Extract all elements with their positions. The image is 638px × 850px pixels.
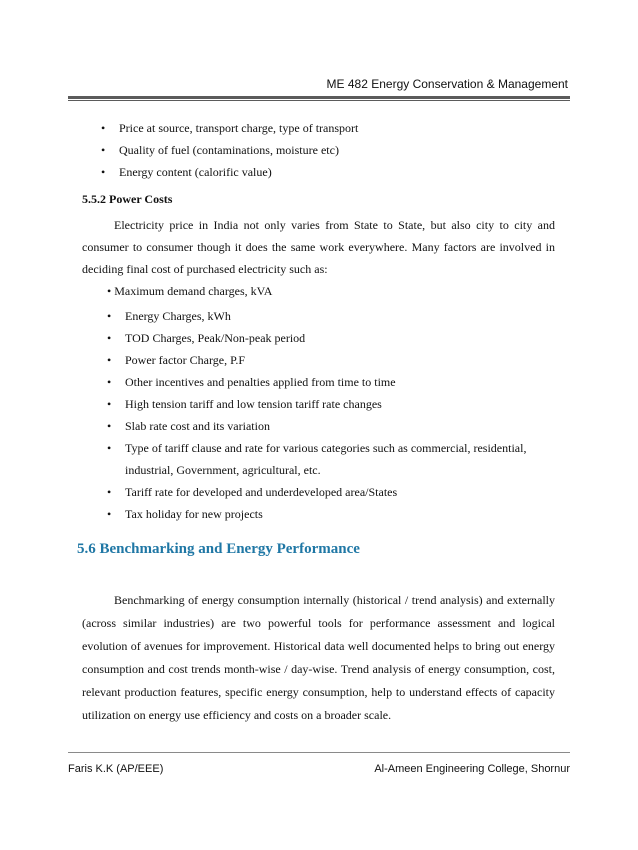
header-rule-thin [68,100,570,101]
header-rule [68,96,570,99]
bullet-icon: • [107,353,112,367]
bullet-icon: • [107,441,112,455]
bullet-icon: • [107,331,112,345]
list-item: • Other incentives and penalties applied from time to time [125,371,545,393]
power-costs-paragraph: Electricity price in India not only varies from State to State, but also city to city and consumer to consumer though it does the same work everywhere. Many factors are involved in deciding final cost of purchased electricity such as: [82,218,555,276]
list-item: • Type of tariff clause and rate for various categories such as commercial, residential, industrial, Government, agricultural, etc. [125,437,545,481]
footer-college: Al-Ameen Engineering College, Shornur [374,763,570,775]
fuel-factors-list [101,117,359,183]
bullet-icon: • [107,309,112,323]
footer-author: Faris K.K (AP/EEE) [68,763,164,775]
bullet-icon: • [101,143,106,157]
list-item: • Tax holiday for new projects [125,503,545,525]
page-header-title: ME 482 Energy Conservation & Management [326,77,568,91]
bullet-icon: • [107,419,112,433]
list-item: • High tension tariff and low tension tariff rate changes [125,393,545,415]
bullet-icon: • [101,165,106,179]
list-item: • Quality of fuel (contaminations, moisture etc) [119,139,358,161]
benchmarking-paragraph: Benchmarking of energy consumption internally (historical / trend analysis) and externally (across similar industries) are two powerful tools for performance assessment and logical evolution of avenues for improvement. Historical data well documented helps to bring out energy consumption and cost trends month-wise / day-wise. Trend analysis of energy consumption, cost, relevant production features, specific energy consumption, help to understand effects of capacity utilization on energy use efficiency and costs on a broader scale. [82,593,555,722]
list-item: • Price at source, transport charge, type of transport [119,117,358,139]
list-item: • Energy content (calorific value) [119,161,358,183]
bullet-icon: • [107,485,112,499]
power-cost-factors-list [107,305,545,525]
list-item: • Maximum demand charges, kVA [107,284,273,298]
section-heading: 5.6 Benchmarking and Energy Performance [77,541,360,557]
list-item: • TOD Charges, Peak/Non-peak period [125,327,545,349]
bullet-icon: • [107,397,112,411]
list-item: • Tariff rate for developed and underdeveloped area/States [125,481,545,503]
list-item: • Power factor Charge, P.F [125,349,545,371]
bullet-icon: • [107,375,112,389]
list-item: • Energy Charges, kWh [125,305,545,327]
bullet-icon: • [101,121,106,135]
bullet-icon: • [107,507,112,521]
footer-rule [68,752,570,753]
list-item: • Slab rate cost and its variation [125,415,545,437]
subsection-heading: 5.5.2 Power Costs [82,192,173,206]
